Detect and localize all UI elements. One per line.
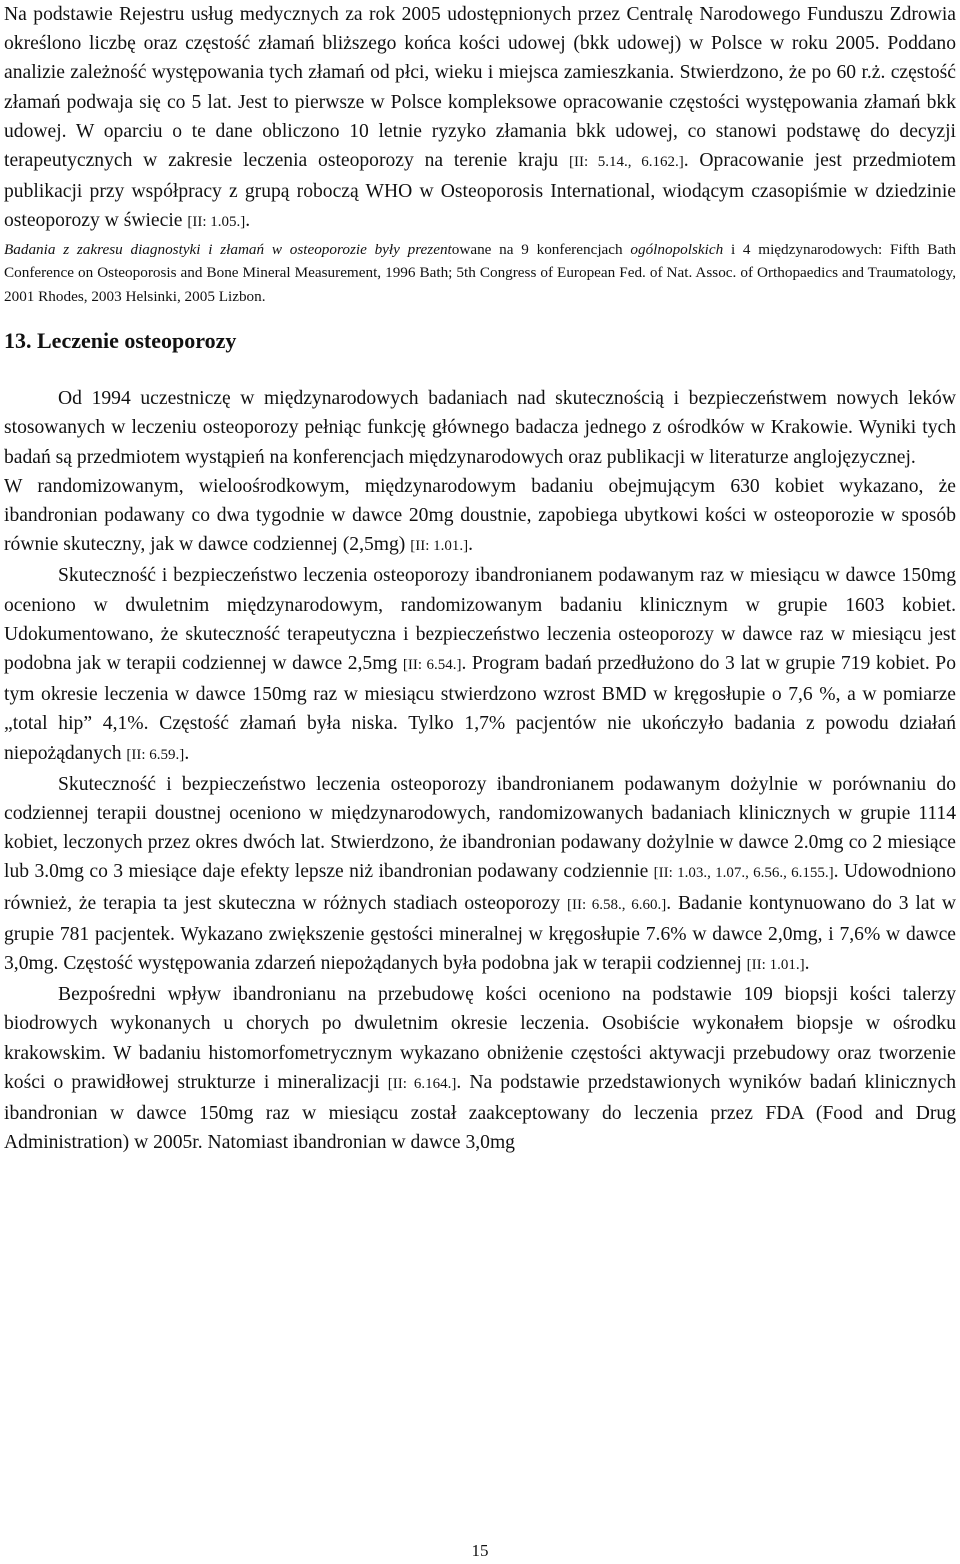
conference-note: Badania z zakresu diagnostyki i złamań w osteoporozie były prezentowane na 9 konferencjach ogólnopolskich i 4 międzynarodowych: Fifth Bath Conference on Osteoporosis and Bone Mineral Measurement, 1996 Bath; 5th Congress of European Fed. of Nat. Assoc. of Orthopaedics and Traumatology, 2001 Rhodes, 2003 Helsinki, 2005 Lizbon. [4,240,956,305]
reference: [II: 1.03., 1.07., 6.56., 6.155.] [653,865,834,882]
section-heading: 13. Leczenie osteoporozy [4,328,237,354]
reference: [II: 6.164.] [387,1075,457,1092]
section-body [4,384,956,1157]
section-paragraph [4,561,956,769]
paragraph-text: Od 1994 uczestniczę w międzynarodowych badaniach nad skutecznością i bezpieczeństwem nowych leków stosowanych w leczeniu osteoporozy pełniąc funkcję głównego badacza jednego z ośrodków w Krakowie. Wyniki tych badań są przedmiotem wystąpień na konferencjach międzynarodowych oraz publikacji w literaturze anglojęzycznej. [4,388,956,468]
paragraph-text: . [468,534,474,556]
page-number: 15 [471,1541,489,1560]
reference: [II: 6.54.] [402,656,462,673]
spacer [4,356,956,384]
paragraph-text: . Program badań przedłużono do 3 lat w grupie 719 kobiet. Po tym okresie leczenia w dawce 150mg raz w miesiącu stwierdzono wzrost BMD w kręgosłupie o 7,6 %, a w pomiarze „total hip” 4,1%. Częstość złamań była niska. Tylko 1,7% pacjentów nie ukończyło badania z powodu działań niepożądanych [4,652,956,764]
paragraph-text: . Na podstawie przedstawionych wyników badań klinicznych ibandronian w dawce 150mg raz w miesiącu został zaakceptowany do leczenia przez FDA (Food and Drug Administration) w 2005r. Natomiast ibandronian w dawce 3,0mg [4,1071,956,1154]
paragraph-text: Skuteczność i bezpieczeństwo leczenia osteoporozy ibandronianem podawanym raz w miesiącu w dawce 150mg oceniono w dwuletnim międzynarodowym, randomizowanym badaniu klinicznym w grupie 1603 kobiet. Udokumentowano, że skuteczność terapeutyczna i bezpieczeństwo leczenia osteoporozy w dawce raz w miesiącu jest podobna jak w terapii codziennej w dawce 2,5mg [4,565,956,674]
section-paragraph [4,384,956,472]
paragraph-text: . Badanie kontynuowano do 3 lat w grupie 781 pacjentek. Wykazano zwiększenie gęstości mineralnej w kręgosłupie 7.6% w dawce 2,0mg, i 7,6% w dawce 3,0mg. Częstość występowania zdarzeń niepożądanych była podobna jak w terapii codziennej [4,892,956,974]
reference: [II: 1.05.] [187,214,246,231]
paragraph-text: . [184,742,190,764]
reference: [II: 1.01.] [410,538,469,555]
reference: [II: 1.01.] [746,956,805,973]
paragraph-text: . [804,952,810,974]
reference: [II: 6.59.] [126,746,185,763]
paragraph-text: Skuteczność i bezpieczeństwo leczenia osteoporozy ibandronianem podawanym dożylnie w porównaniu do codziennej terapii doustnej oceniono w międzynarodowych, randomizowanych badaniach klinicznych w grupie 1114 kobiet, leczonych przez okres dwóch lat. Stwierdzono, że ibandronian podawany dożylnie w dawce 2.0mg co 2 miesiące lub 3.0mg co 3 miesiące daje efekty lepsze niż ibandronian podawany codziennie [4,773,956,883]
section-paragraph [4,770,956,980]
reference: [II: 6.58., 6.60.] [566,896,667,913]
paragraph-intro: Na podstawie Rejestru usług medycznych za rok 2005 udostępnionych przez Centralę Narodowego Funduszu Zdrowia określono liczbę oraz częstość złamań bliższego końca kości udowej (bkk udowej) w Polsce w roku 2005. Poddano analizie zależność występowania tych złamań od płci, wieku i miejsca zamieszkania. Stwierdzono, że po 60 r.ż. częstość złamań podwaja się co 5 lat. Jest to pierwsze w Polsce kompleksowe opracowanie częstości występowania złamań bkk udowej. W oparciu o te dane obliczono 10 letnie ryzyko złamania bkk udowej, co stanowi podstawę do decyzji terapeutycznych w zakresie leczenia osteoporozy na terenie kraju [II: 5.14., 6.162.]. Opracowanie jest przedmiotem publikacji przy współpracy z grupą roboczą WHO w Osteoporosis International, wiodącym czasopiśmie w dziedzinie osteoporozy w świecie [II: 1.05.]. [4,4,956,232]
paragraph-text: . Udowodniono również, że terapia ta jest skuteczna w różnych stadiach osteoporozy [4,861,956,914]
reference: [II: 5.14., 6.162.] [569,154,684,171]
paragraph-text: Bezpośredni wpływ ibandronianu na przebudowę kości oceniono na podstawie 109 biopsji kości talerzy biodrowych wykonanych u chorych po dwuletnim okresie leczenia. Osobiście wykonałem biopsje w ośrodku krakowskim. W badaniu histomorfometrycznym wykazano obniżenie częstości aktywacji przebudowy oraz tworzenie kości o prawidłowej strukturze i mineralizacji [4,984,956,1093]
paragraph-text: W randomizowanym, wieloośrodkowym, międzynarodowym badaniu obejmującym 630 kobiet wykazano, że ibandronian podawany co dwa tygodnie w dawce 20mg doustnie, zapobiega ubytkowi kości w osteoporozie w sposób równie skuteczny, jak w dawce codziennej (2,5mg) [4,475,956,556]
section-paragraph [4,980,956,1157]
section-paragraph [4,472,956,562]
